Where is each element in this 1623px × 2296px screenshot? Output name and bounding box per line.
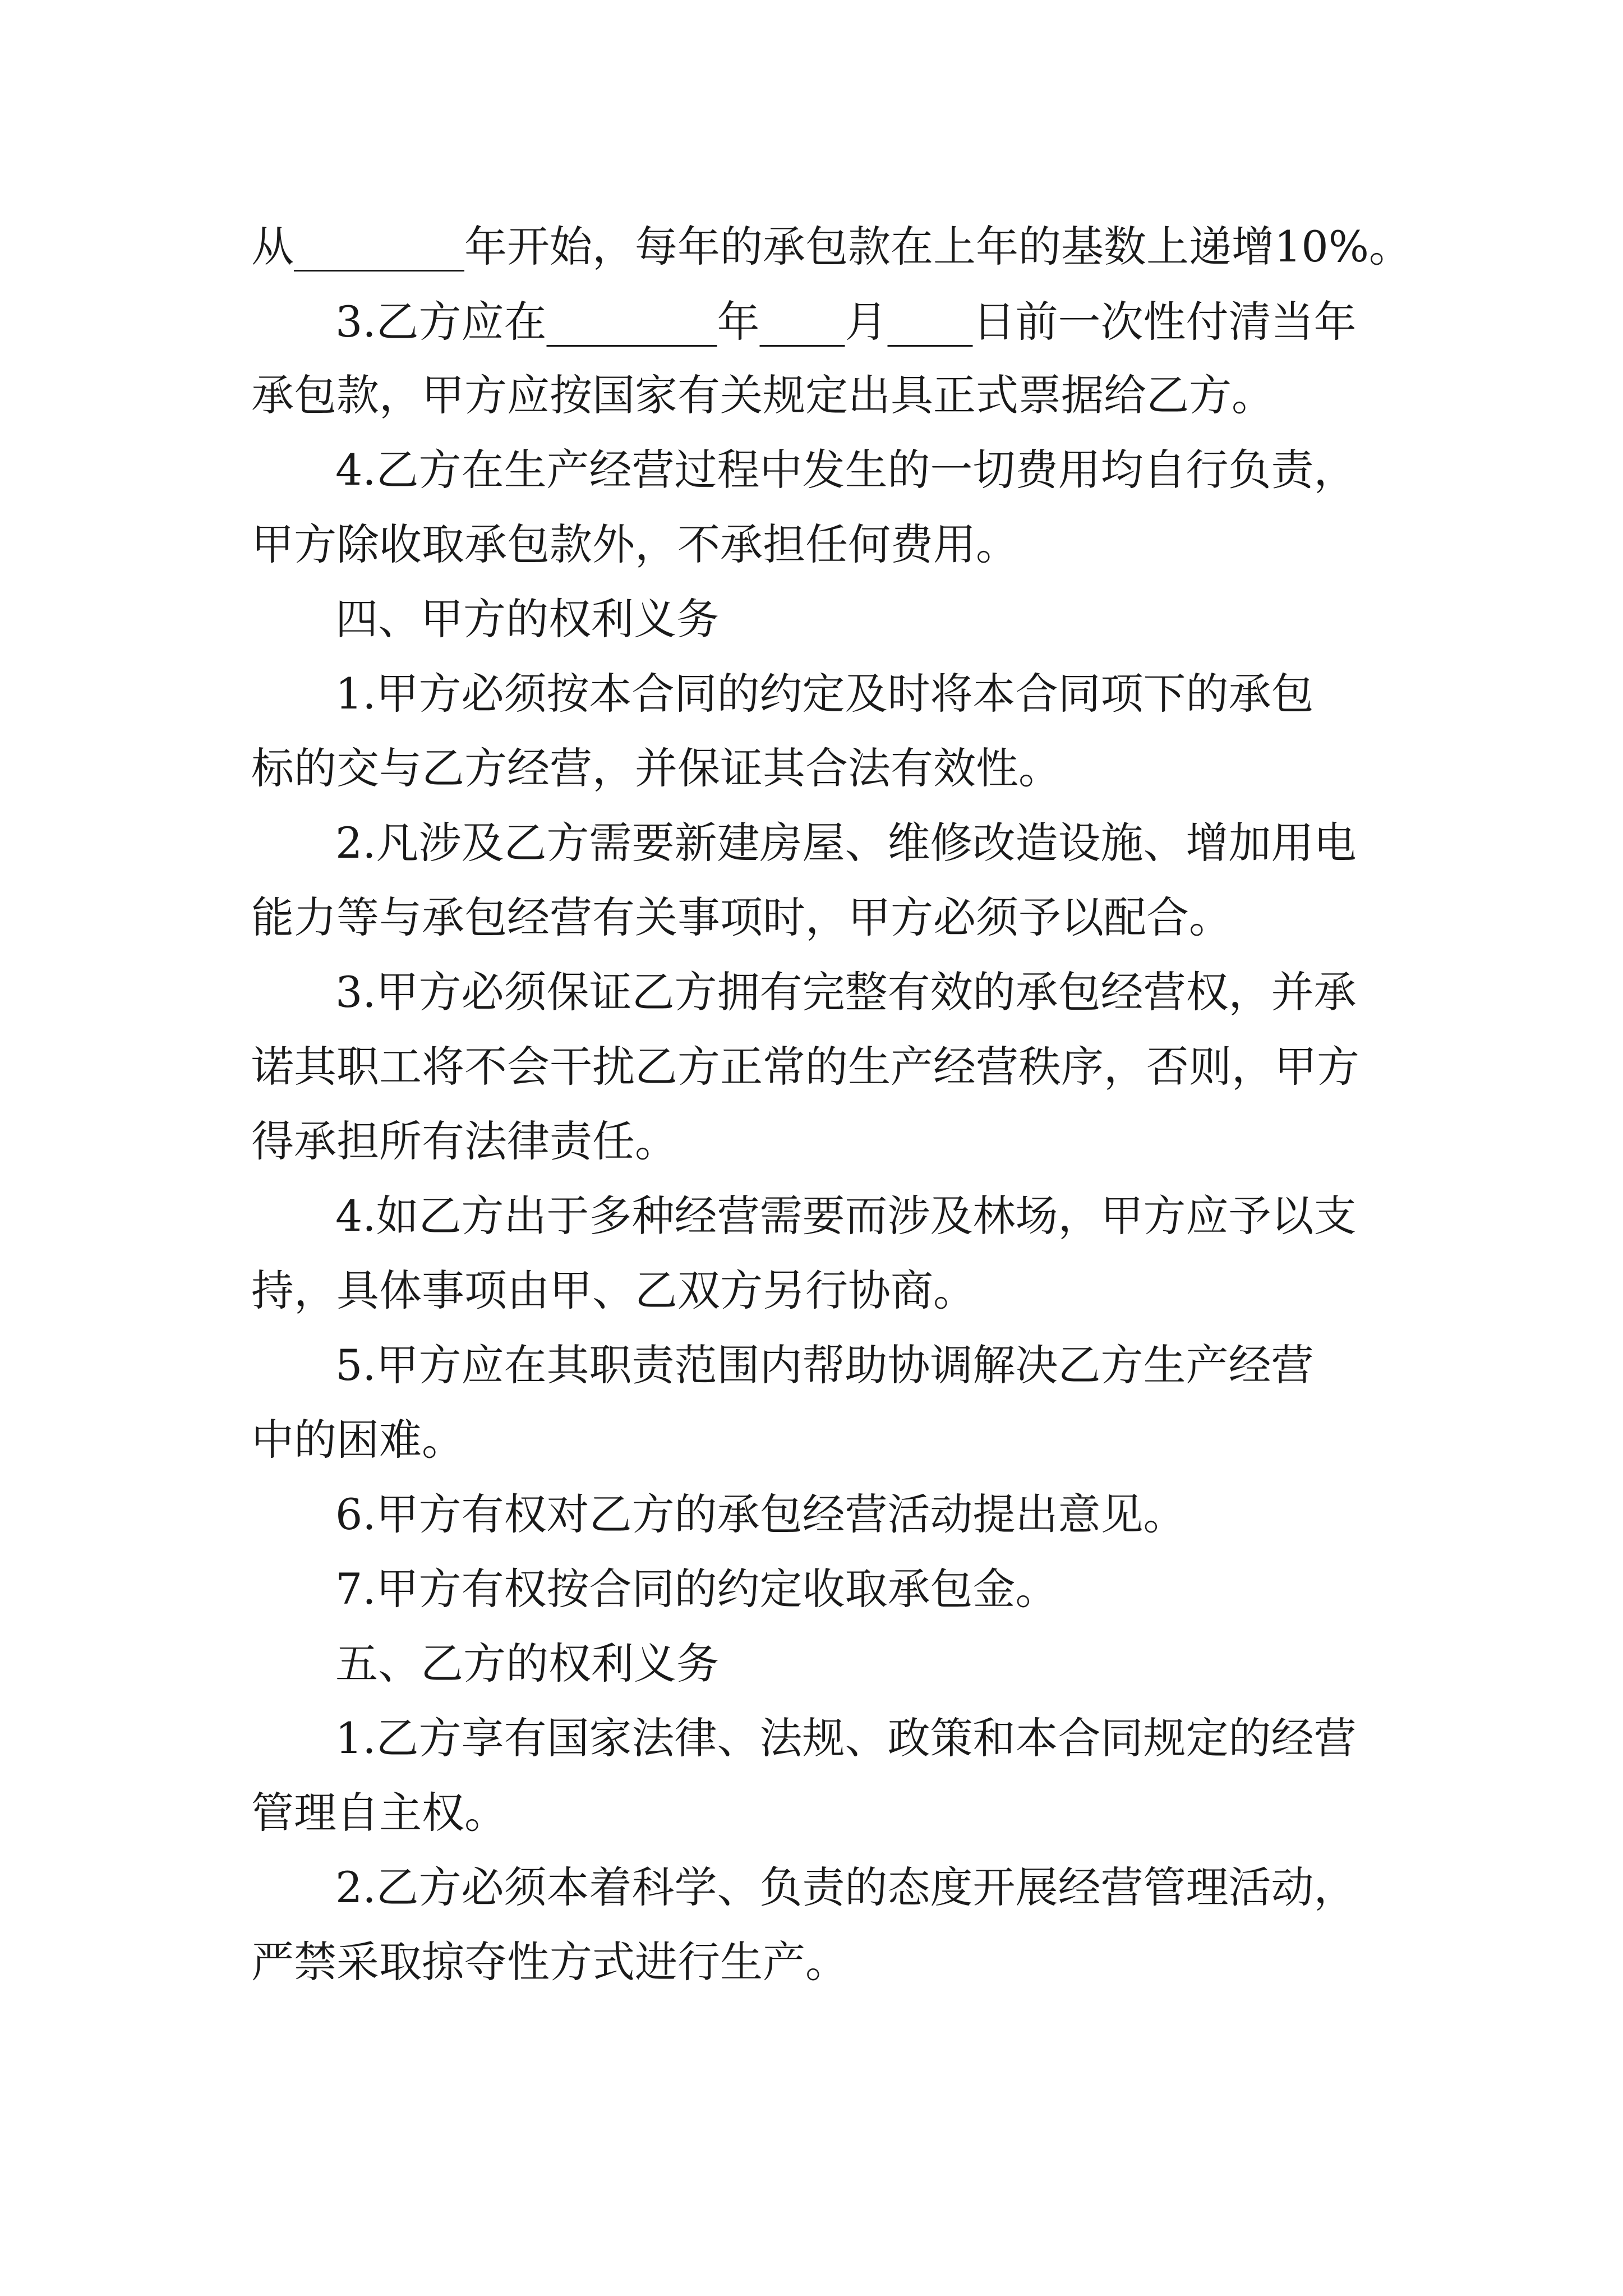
text-line: 6.甲方有权对乙方的承包经营活动提出意见。	[335, 1489, 1186, 1539]
text-line: 7.甲方有权按合同的约定收取承包金。	[335, 1564, 1058, 1614]
text-line: 得承担所有法律责任。	[251, 1116, 677, 1166]
text-line: 甲方除收取承包款外，不承担任何费用。	[251, 519, 1018, 569]
text-line: 管理自主权。	[251, 1788, 507, 1838]
text-line: 从________年开始，每年的承包款在上年的基数上递增10%。	[251, 222, 1412, 272]
section-heading: 四、甲方的权利义务	[335, 594, 719, 644]
text-line: 诺其职工将不会干扰乙方正常的生产经营秩序，否则，甲方	[251, 1042, 1359, 1092]
section-heading: 五、乙方的权利义务	[335, 1639, 719, 1688]
text-line: 中的困难。	[251, 1415, 464, 1465]
text-line: 标的交与乙方经营，并保证其合法有效性。	[251, 743, 1061, 793]
text-line: 2.乙方必须本着科学、负责的态度开展经营管理活动，	[335, 1862, 1357, 1912]
text-line: 5.甲方应在其职责范围内帮助协调解决乙方生产经营	[335, 1340, 1314, 1390]
text-line: 能力等与承包经营有关事项时，甲方必须予以配合。	[251, 892, 1232, 942]
text-line: 1.乙方享有国家法律、法规、政策和本合同规定的经营	[335, 1713, 1357, 1763]
text-line: 4.乙方在生产经营过程中发生的一切费用均自行负责，	[335, 445, 1357, 495]
text-line: 3.乙方应在________年____月____日前一次性付清当年	[335, 297, 1357, 347]
text-line: 4.如乙方出于多种经营需要而涉及林场，甲方应予以支	[335, 1191, 1357, 1241]
text-line: 承包款，甲方应按国家有关规定出具正式票据给乙方。	[251, 370, 1274, 420]
text-line: 持，具体事项由甲、乙双方另行协商。	[251, 1266, 976, 1315]
text-line: 1.甲方必须按本合同的约定及时将本合同项下的承包	[335, 669, 1314, 719]
text-line: 3.甲方必须保证乙方拥有完整有效的承包经营权，并承	[335, 967, 1357, 1017]
text-line: 2.凡涉及乙方需要新建房屋、维修改造设施、增加用电	[335, 818, 1357, 868]
text-line: 严禁采取掠夺性方式进行生产。	[251, 1937, 848, 1987]
